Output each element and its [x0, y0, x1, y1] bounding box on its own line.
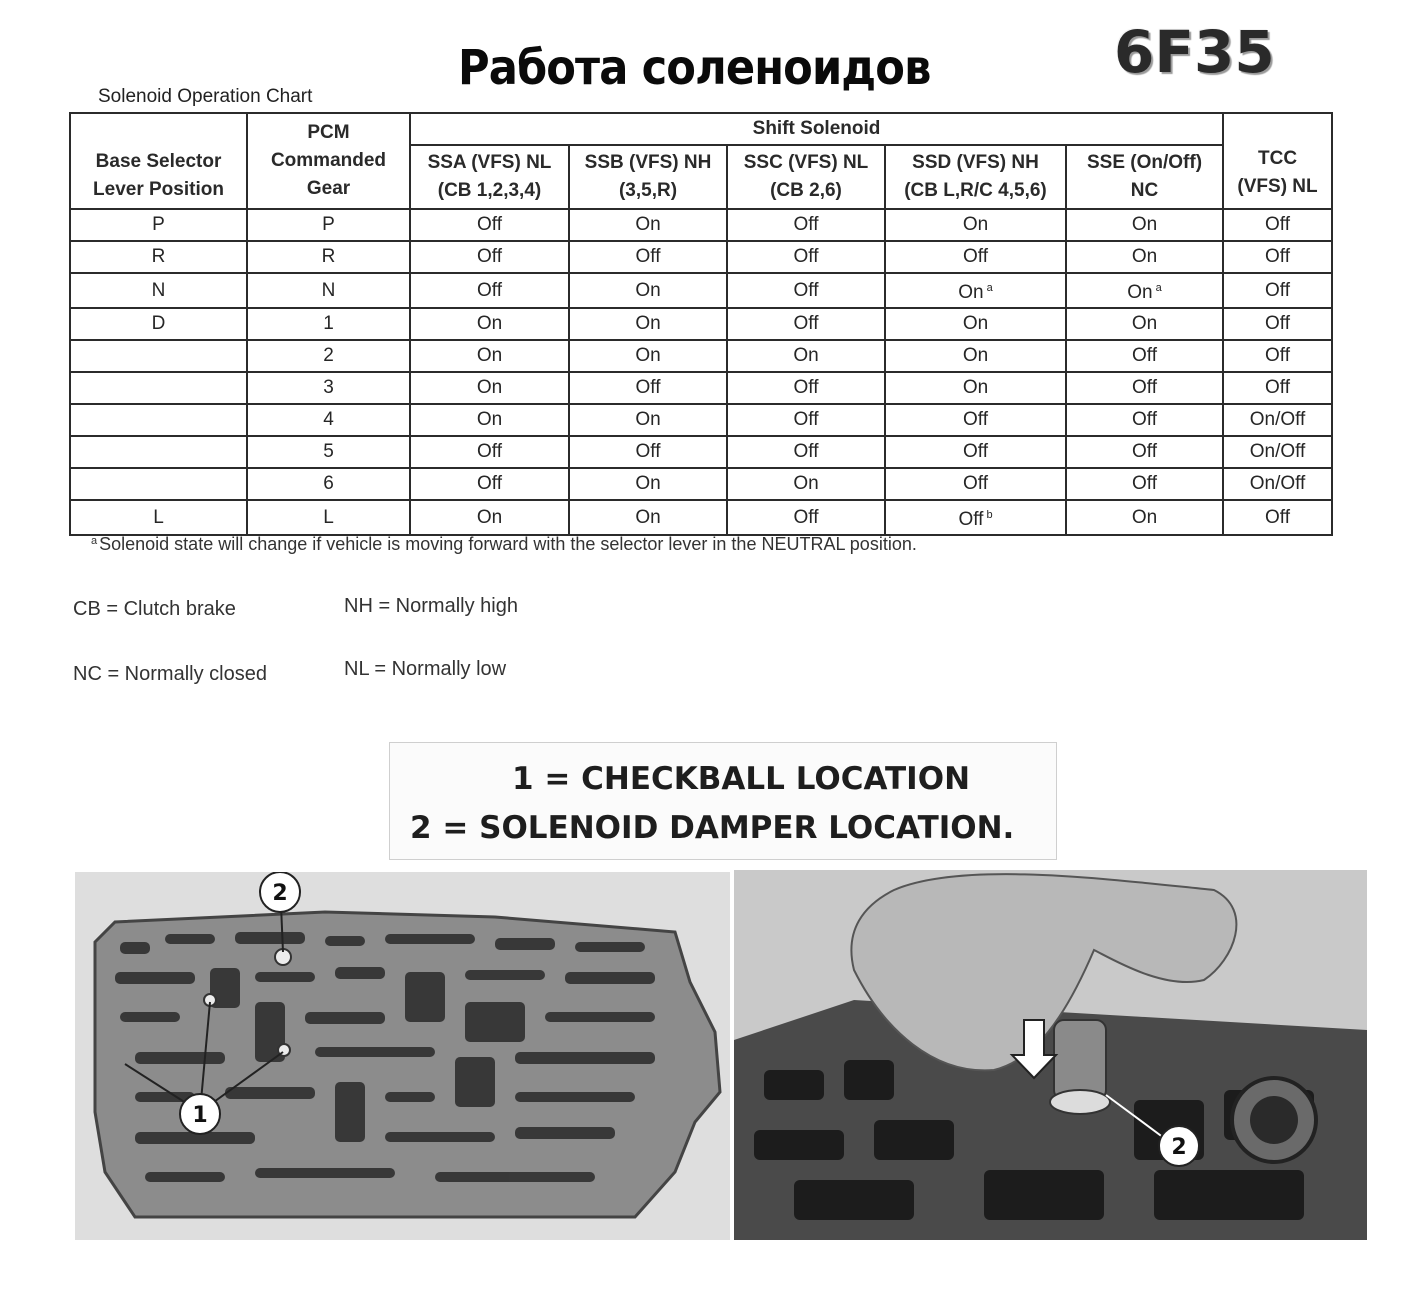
svg-text:2: 2: [1171, 1135, 1187, 1160]
table-row: [70, 468, 1332, 500]
header-base-selector: Base Selector Lever Position: [70, 113, 247, 209]
cell-tcc: Off: [1223, 308, 1332, 340]
table-row: [70, 404, 1332, 436]
cell-sse: On: [1066, 241, 1223, 273]
cell-ssb: On: [569, 340, 727, 372]
footnote: $^a$ Solenoid state will change if vehicle is moving forward with the selector lever in the NEUTRAL position.: [91, 534, 917, 554]
header-ssd: SSD (VFS) NH (CB L,R/C 4,5,6): [885, 145, 1066, 209]
cell-ssd: On $^a$: [885, 273, 1066, 308]
valve-body-photo: [75, 872, 730, 1240]
table-row: [70, 436, 1332, 468]
cell-ssb: On: [569, 500, 727, 535]
cell-lever: [70, 404, 247, 436]
callout-2-left: [260, 872, 300, 912]
cell-ssa: Off: [410, 436, 569, 468]
svg-text:2: 2: [272, 881, 288, 906]
cell-ssb: On: [569, 404, 727, 436]
cell-ssc: Off: [727, 372, 885, 404]
table-row: [70, 372, 1332, 404]
cell-sse: On: [1066, 209, 1223, 241]
cell-ssc: Off: [727, 209, 885, 241]
cell-ssa: On: [410, 500, 569, 535]
cell-lever: P: [70, 209, 247, 241]
model-code: 6F35: [1114, 18, 1275, 86]
cell-lever: [70, 340, 247, 372]
checkball-location-text: 1 = CHECKBALL LOCATION: [512, 761, 971, 797]
header-tcc: TCC (VFS) NL: [1223, 113, 1332, 209]
cell-ssa: On: [410, 308, 569, 340]
cell-tcc: On/Off: [1223, 436, 1332, 468]
table-row: [70, 340, 1332, 372]
cell-tcc: Off: [1223, 273, 1332, 308]
cell-ssc: On: [727, 468, 885, 500]
cell-gear: N: [247, 273, 410, 308]
cell-sse: On: [1066, 308, 1223, 340]
cell-sse: On: [1066, 500, 1223, 535]
cell-tcc: Off: [1223, 241, 1332, 273]
cell-ssb: On: [569, 209, 727, 241]
cell-lever: D: [70, 308, 247, 340]
cell-lever: R: [70, 241, 247, 273]
cell-ssa: Off: [410, 468, 569, 500]
header-ssb: SSB (VFS) NH (3,5,R): [569, 145, 727, 209]
cell-ssc: Off: [727, 404, 885, 436]
callout-1-left: [180, 1094, 220, 1134]
location-legend-box: [389, 742, 1057, 860]
legend-nl: NL = Normally low: [344, 658, 507, 680]
cell-tcc: Off: [1223, 372, 1332, 404]
cell-ssc: Off: [727, 500, 885, 535]
cell-lever: N: [70, 273, 247, 308]
cell-gear: R: [247, 241, 410, 273]
solenoid-operation-table: [69, 112, 1333, 536]
cell-ssb: On: [569, 468, 727, 500]
table-row: [70, 209, 1332, 241]
cell-tcc: Off: [1223, 340, 1332, 372]
table-row: [70, 500, 1332, 535]
damper-install-photo: [734, 870, 1367, 1240]
cell-sse: Off: [1066, 468, 1223, 500]
header-ssc: SSC (VFS) NL (CB 2,6): [727, 145, 885, 209]
page-title: Работа соленоидов: [458, 40, 931, 96]
cell-ssc: Off: [727, 273, 885, 308]
damper-install-illustration: [734, 870, 1367, 1240]
legend-cb: CB = Clutch brake: [73, 598, 236, 620]
header-shift-solenoid: Shift Solenoid: [410, 113, 1223, 145]
cell-gear: 1: [247, 308, 410, 340]
cell-sse: Off: [1066, 436, 1223, 468]
cell-ssd: Off $^b$: [885, 500, 1066, 535]
table-row: [70, 308, 1332, 340]
cell-lever: [70, 436, 247, 468]
cell-ssd: Off: [885, 404, 1066, 436]
cell-gear: L: [247, 500, 410, 535]
cell-ssd: On: [885, 308, 1066, 340]
cell-ssc: Off: [727, 436, 885, 468]
cell-ssc: Off: [727, 241, 885, 273]
cell-tcc: Off: [1223, 500, 1332, 535]
cell-lever: [70, 468, 247, 500]
callout-2-right: [1159, 1126, 1199, 1166]
legend-nc: NC = Normally closed: [73, 663, 267, 685]
cell-gear: 3: [247, 372, 410, 404]
cell-sse: Off: [1066, 404, 1223, 436]
cell-ssd: Off: [885, 468, 1066, 500]
cell-gear: 2: [247, 340, 410, 372]
svg-text:1: 1: [192, 1103, 208, 1128]
damper-location-text: 2 = SOLENOID DAMPER LOCATION.: [410, 810, 1015, 846]
cell-tcc: Off: [1223, 209, 1332, 241]
cell-ssd: Off: [885, 436, 1066, 468]
cell-ssc: On: [727, 340, 885, 372]
cell-gear: 5: [247, 436, 410, 468]
cell-ssd: On: [885, 209, 1066, 241]
cell-gear: P: [247, 209, 410, 241]
cell-ssb: Off: [569, 436, 727, 468]
cell-sse: Off: [1066, 340, 1223, 372]
cell-ssb: Off: [569, 372, 727, 404]
cell-tcc: On/Off: [1223, 468, 1332, 500]
cell-ssd: Off: [885, 241, 1066, 273]
table-row: [70, 241, 1332, 273]
cell-ssb: Off: [569, 241, 727, 273]
cell-tcc: On/Off: [1223, 404, 1332, 436]
cell-lever: [70, 372, 247, 404]
header-sse: SSE (On/Off) NC: [1066, 145, 1223, 209]
cell-ssc: Off: [727, 308, 885, 340]
cell-ssa: On: [410, 372, 569, 404]
cell-gear: 6: [247, 468, 410, 500]
cell-ssb: On: [569, 308, 727, 340]
cell-gear: 4: [247, 404, 410, 436]
header-ssa: SSA (VFS) NL (CB 1,2,3,4): [410, 145, 569, 209]
cell-ssb: On: [569, 273, 727, 308]
chart-caption: Solenoid Operation Chart: [98, 86, 313, 107]
valve-body-illustration: [75, 872, 730, 1240]
cell-ssa: Off: [410, 209, 569, 241]
cell-sse: Off: [1066, 372, 1223, 404]
cell-sse: On $^a$: [1066, 273, 1223, 308]
cell-ssa: Off: [410, 241, 569, 273]
cell-ssa: On: [410, 404, 569, 436]
cell-ssd: On: [885, 372, 1066, 404]
header-pcm-gear: PCM Commanded Gear: [247, 113, 410, 209]
table-row: [70, 273, 1332, 308]
legend-nh: NH = Normally high: [344, 595, 518, 617]
cell-ssa: On: [410, 340, 569, 372]
cell-ssa: Off: [410, 273, 569, 308]
cell-ssd: On: [885, 340, 1066, 372]
cell-lever: L: [70, 500, 247, 535]
